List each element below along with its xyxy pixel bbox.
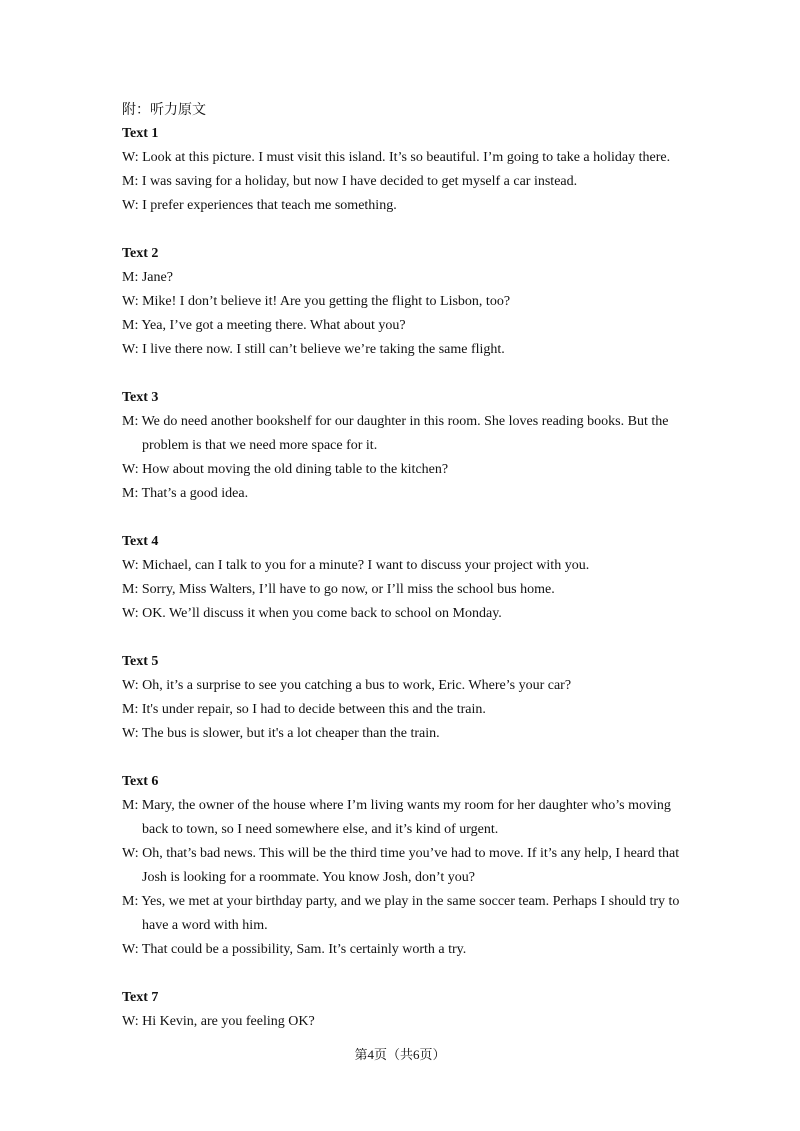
dialogue-line: W: Oh, it’s a surprise to see you catching a bus to work, Eric. Where’s your car? xyxy=(122,678,572,693)
dialogue-line: M: Yes, we met at your birthday party, and we play in the same soccer team. Perhaps I should try to have a word with him. xyxy=(122,894,680,933)
section-title: Text 3 xyxy=(122,390,159,405)
transcript-section xyxy=(122,650,692,746)
transcript-section xyxy=(122,122,692,218)
transcript-sections xyxy=(122,122,692,1034)
dialogue-line: W: Mike! I don’t believe it! Are you getting the flight to Lisbon, too? xyxy=(122,294,511,309)
dialogue-line: M: Sorry, Miss Walters, I’ll have to go now, or I’ll miss the school bus home. xyxy=(122,582,555,597)
section-title: Text 7 xyxy=(122,990,159,1005)
dialogue-line: M: Mary, the owner of the house where I’m living wants my room for her daughter who’s moving back to town, so I need somewhere else, and it’s kind of urgent. xyxy=(122,798,671,837)
section-title: Text 5 xyxy=(122,654,159,669)
page-heading: 附：听力原文 xyxy=(122,102,206,118)
dialogue-line: W: OK. We’ll discuss it when you come back to school on Monday. xyxy=(122,606,502,621)
dialogue-line: M: It's under repair, so I had to decide between this and the train. xyxy=(122,702,486,717)
transcript-section xyxy=(122,386,692,506)
dialogue-line: W: I live there now. I still can’t believe we’re taking the same flight. xyxy=(122,342,505,357)
dialogue-line: W: Michael, can I talk to you for a minute? I want to discuss your project with you. xyxy=(122,558,590,573)
dialogue-line: W: The bus is slower, but it's a lot cheaper than the train. xyxy=(122,726,440,741)
section-title: Text 6 xyxy=(122,774,159,789)
dialogue-line: W: That could be a possibility, Sam. It’s certainly worth a try. xyxy=(122,942,467,957)
dialogue-line: W: Oh, that’s bad news. This will be the third time you’ve had to move. If it’s any help, I heard that Josh is looking for a roommate. You know Josh, don’t you? xyxy=(122,846,680,885)
section-title: Text 1 xyxy=(122,126,159,141)
transcript-section xyxy=(122,530,692,626)
transcript-section xyxy=(122,986,692,1034)
page-footer: 第4页（共6页） xyxy=(354,1047,446,1062)
dialogue-line: M: We do need another bookshelf for our daughter in this room. She loves reading books. But the problem is that we need more space for it. xyxy=(122,414,669,453)
dialogue-line: M: I was saving for a holiday, but now I have decided to get myself a car instead. xyxy=(122,174,578,189)
transcript-section xyxy=(122,770,692,962)
document-page xyxy=(122,98,692,1058)
dialogue-line: W: Hi Kevin, are you feeling OK? xyxy=(122,1014,315,1029)
dialogue-line: W: Look at this picture. I must visit this island. It’s so beautiful. I’m going to take a holiday there. xyxy=(122,150,671,165)
dialogue-line: M: Jane? xyxy=(122,270,173,285)
section-title: Text 4 xyxy=(122,534,159,549)
dialogue-line: M: Yea, I’ve got a meeting there. What about you? xyxy=(122,318,406,333)
dialogue-line: W: I prefer experiences that teach me something. xyxy=(122,198,397,213)
dialogue-line: M: That’s a good idea. xyxy=(122,486,249,501)
transcript-section xyxy=(122,242,692,362)
section-title: Text 2 xyxy=(122,246,159,261)
dialogue-line: W: How about moving the old dining table to the kitchen? xyxy=(122,462,449,477)
